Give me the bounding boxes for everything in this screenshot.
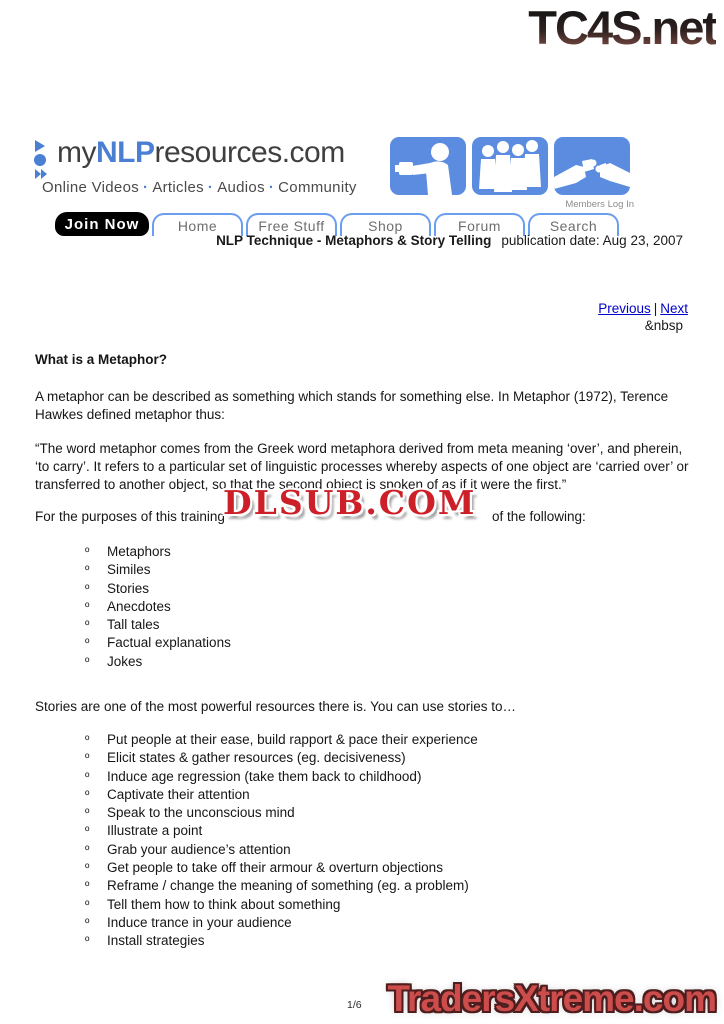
bullet-icon: º xyxy=(85,897,90,912)
pagination-links xyxy=(0,301,724,316)
tagline-word: Articles xyxy=(152,179,204,196)
bullet-icon: º xyxy=(85,787,90,802)
tagline-word: Audios xyxy=(217,179,265,196)
metaphor-types-list xyxy=(35,543,691,671)
community-people-thumb-icon[interactable] xyxy=(472,137,548,195)
logo-prefix: my xyxy=(57,136,96,169)
list-item: º Similes xyxy=(35,561,691,579)
list-item: º Elicit states & gather resources (eg. decisiveness) xyxy=(35,749,691,767)
intro-paragraph: A metaphor can be described as something which stands for something else. In Metaphor (1972), Terence Hawkes defined metaphor thus: xyxy=(35,389,669,423)
tagline-dot-icon: · xyxy=(207,179,214,196)
tagline-dot-icon: · xyxy=(143,179,149,196)
header-thumbnails xyxy=(390,137,630,195)
link-separator: | xyxy=(653,301,658,316)
bullet-icon: º xyxy=(85,581,90,596)
story-uses-list xyxy=(35,731,691,951)
logo-text xyxy=(57,136,345,170)
bullet-icon: º xyxy=(85,915,90,930)
page-number: 1/6 xyxy=(347,999,362,1011)
list-item: º Captivate their attention xyxy=(35,786,691,804)
section-heading: What is a Metaphor? xyxy=(35,352,168,367)
tradersxtreme-watermark: TradersXtreme.com xyxy=(387,978,716,1019)
list-item: º Get people to take off their armour & overturn objections xyxy=(35,859,691,877)
quote-paragraph: “The word metaphor comes from the Greek word metaphora derived from meta meaning ‘over’, and pherein, ‘to carry’. It refers to a particular set of linguistic processes whereby aspects of one object are ‘carried over’ or transferred to another object, so that the second object is spoken of as if it were the first.” xyxy=(35,441,689,493)
bullet-icon: º xyxy=(85,824,90,839)
tab-home[interactable]: Home xyxy=(152,213,243,236)
publication-date: publication date: Aug 23, 2007 xyxy=(501,233,683,248)
bullet-icon: º xyxy=(85,563,90,578)
bullet-icon: º xyxy=(85,654,90,669)
dlsub-watermark: DLSUB.COM xyxy=(223,483,477,522)
bullet-icon: º xyxy=(85,545,90,559)
bullet-icon: º xyxy=(85,733,90,747)
logo-suffix: resources.com xyxy=(154,136,345,169)
tc4s-watermark: TC4S.net xyxy=(528,1,716,54)
puzzle-hands-thumb-icon[interactable] xyxy=(554,137,630,195)
bullet-icon: º xyxy=(85,861,90,876)
list-item: º Reframe / change the meaning of something (eg. a problem) xyxy=(35,877,691,895)
list-item: º Install strategies xyxy=(35,932,691,950)
tab-forum[interactable]: Forum xyxy=(434,213,525,236)
bullet-icon: º xyxy=(85,751,90,766)
bullet-icon: º xyxy=(85,599,90,614)
next-link[interactable]: Next xyxy=(660,301,688,316)
logo-accent: NLP xyxy=(96,136,155,169)
training-paragraph xyxy=(35,483,691,538)
bullet-icon: º xyxy=(85,934,90,949)
list-item: º Factual explanations xyxy=(35,634,691,652)
bullet-icon: º xyxy=(85,769,90,784)
site-tagline xyxy=(42,179,357,196)
tagline-dot-icon: · xyxy=(268,179,275,196)
previous-link[interactable]: Previous xyxy=(598,301,651,316)
tagline-word: Online Videos xyxy=(42,179,140,196)
tagline-word: Community xyxy=(278,179,357,196)
nbsp-literal-text: &nbsp xyxy=(644,318,683,333)
list-item: º Anecdotes xyxy=(35,598,691,616)
join-now-tab[interactable]: Join Now xyxy=(55,212,149,236)
list-item: º Illustrate a point xyxy=(35,822,691,840)
stories-paragraph: Stories are one of the most powerful resources there is. You can use stories to… xyxy=(35,699,517,714)
bullet-icon: º xyxy=(85,842,90,857)
training-paragraph-right: of the following: xyxy=(492,509,586,524)
list-item: º Induce trance in your audience xyxy=(35,914,691,932)
article-title: NLP Technique - Metaphors & Story Telling xyxy=(216,233,492,248)
tab-free-stuff[interactable]: Free Stuff xyxy=(246,213,337,236)
bullet-icon: º xyxy=(85,636,90,651)
bullet-icon: º xyxy=(85,879,90,894)
list-item: º Metaphors xyxy=(35,543,691,561)
list-item: º Tell them how to think about something xyxy=(35,896,691,914)
list-item: º Put people at their ease, build rapport & pace their experience xyxy=(35,731,691,749)
article-title-row xyxy=(0,233,724,248)
list-item: º Speak to the unconscious mind xyxy=(35,804,691,822)
members-login-link[interactable]: Members Log In xyxy=(565,199,634,210)
list-item: º Stories xyxy=(35,580,691,598)
tab-shop[interactable]: Shop xyxy=(340,213,431,236)
list-item: º Grab your audience’s attention xyxy=(35,841,691,859)
tab-search[interactable]: Search xyxy=(528,213,619,236)
list-item: º Induce age regression (take them back to childhood) xyxy=(35,768,691,786)
bullet-icon: º xyxy=(85,806,90,821)
video-camera-thumb-icon[interactable] xyxy=(390,137,466,195)
bullet-icon: º xyxy=(85,618,90,633)
list-item: º Tall tales xyxy=(35,616,691,634)
list-item: º Jokes xyxy=(35,653,691,671)
training-paragraph-left: For the purposes of this training xyxy=(35,509,225,524)
